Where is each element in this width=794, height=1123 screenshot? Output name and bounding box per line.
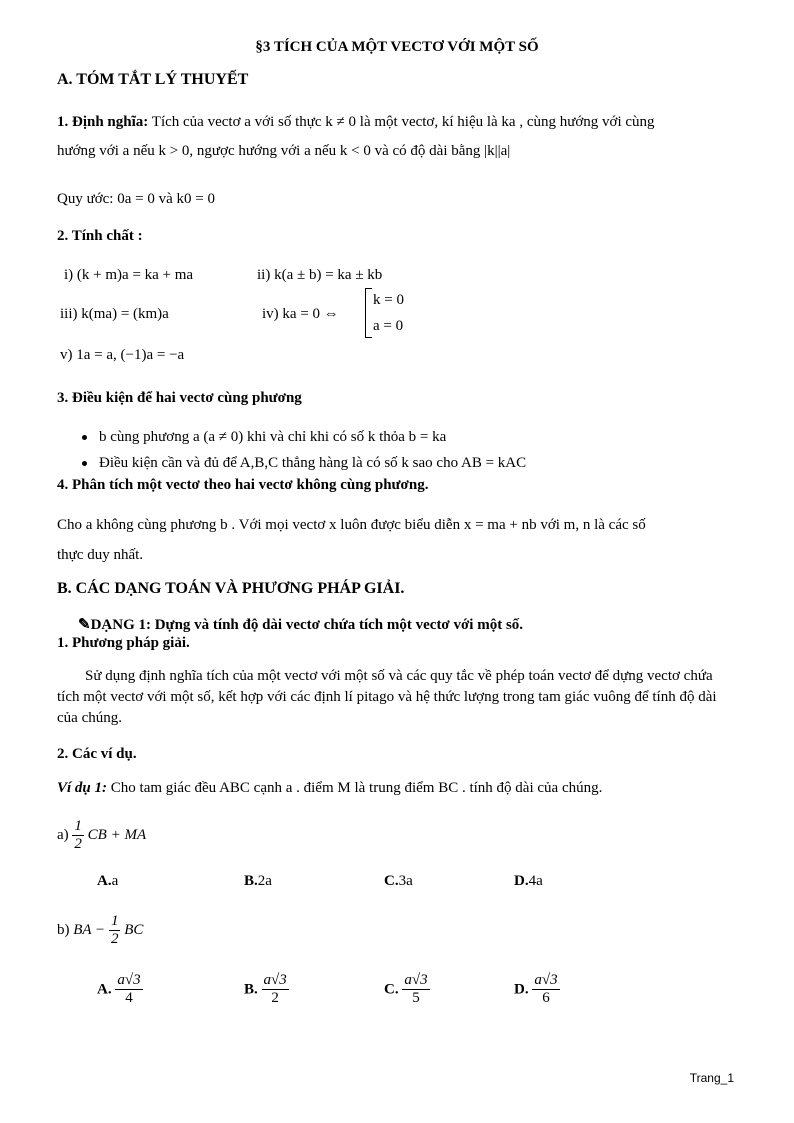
condition-text-2: Điều kiện cần và đủ để A,B,C thẳng hàng là có số k sao cho AB = kAC [99, 455, 527, 471]
method-text: Sử dụng định nghĩa tích của một vectơ với một số và các quy tắc về phép toán vectơ để dựng vectơ chứa tích một vectơ với một số, kết hợp với các định lí pitago và hệ thức lượng trong tam giác vuông để tính độ dài của chúng. [57, 668, 717, 726]
page-title: §3 TÍCH CỦA MỘT VECTƠ VỚI MỘT SỐ [255, 39, 539, 55]
part-a-prefix: a) [57, 827, 69, 843]
property-i: i) (k + m)a = ka + ma [64, 267, 194, 283]
fraction-denominator: 2 [74, 836, 82, 853]
part-a-vectors: CB + MA [87, 827, 147, 843]
example-1 [57, 779, 602, 797]
property-iv: iv) ka = 0 ⇔ [262, 306, 339, 322]
fraction-numerator: a√3 [263, 972, 287, 988]
condition-text-1: b cùng phương a (a ≠ 0) khi và chỉ khi có số k thỏa b = ka [99, 429, 447, 445]
part-b-right: BC [124, 922, 144, 938]
part-b-prefix: b) [57, 922, 70, 938]
option-letter: C. [384, 873, 399, 889]
condition-bullet-1 [57, 428, 446, 446]
examples-heading: 2. Các ví dụ. [57, 746, 137, 762]
bullet-icon [82, 435, 87, 440]
fraction-denominator: 2 [271, 990, 279, 1006]
fraction-numerator: a√3 [117, 972, 141, 988]
decomposition-line-2: thực duy nhất. [57, 547, 144, 563]
properties-heading: 2. Tính chất : [57, 228, 143, 244]
section-a-heading: A. TÓM TẮT LÝ THUYẾT [57, 71, 249, 88]
answer-option-c [384, 972, 430, 1007]
section-b-heading: B. CÁC DẠNG TOÁN VÀ PHƯƠNG PHÁP GIẢI. [57, 580, 405, 597]
option-value: 3a [398, 873, 413, 889]
answer-option-d [514, 873, 543, 890]
fraction-numerator: 1 [74, 818, 82, 835]
option-value: 2a [257, 873, 272, 889]
definition-line-2: hướng với a nếu k > 0, ngược hướng với a nếu k < 0 và có độ dài bằng |k||a| [57, 143, 511, 159]
definition-text-1: Tích của vectơ a với số thực k ≠ 0 là một vectơ, kí hiệu là ka , cùng hướng với cùng [151, 114, 655, 130]
option-letter: A. [97, 981, 116, 998]
fraction-numerator: a√3 [404, 972, 428, 988]
option-fraction [262, 972, 289, 1007]
fraction-denominator: 2 [110, 931, 119, 948]
answer-option-b [244, 972, 289, 1007]
fraction-denominator: 6 [542, 990, 550, 1006]
property-iii: iii) k(ma) = (km)a [60, 306, 169, 322]
page-number: Trang_1 [689, 1071, 734, 1085]
part-b-expression [57, 913, 143, 948]
fraction-denominator: 5 [412, 990, 420, 1006]
option-value: a [111, 873, 119, 889]
option-letter: B. [244, 981, 262, 998]
answer-option-a [97, 972, 143, 1007]
answer-option-d [514, 972, 560, 1007]
property-v: v) 1a = a, (−1)a = −a [60, 347, 185, 363]
property-ii: ii) k(a ± b) = ka ± kb [257, 267, 383, 283]
answer-option-b [244, 873, 272, 890]
fraction-denominator: 4 [125, 990, 133, 1006]
definition-line-1 [57, 113, 655, 131]
option-letter: D. [514, 873, 529, 889]
option-letter: A. [97, 873, 112, 889]
dang-1-heading: ✎DẠNG 1: Dựng và tính độ dài vectơ chứa tích một vectơ với một số. [78, 617, 524, 633]
option-letter: D. [514, 981, 533, 998]
part-a-expression [57, 818, 146, 853]
example-1-label: Ví dụ 1: [57, 780, 108, 796]
answer-option-a [97, 873, 118, 890]
convention: Quy ước: 0a = 0 và k0 = 0 [57, 191, 215, 207]
case-bracket [365, 288, 372, 338]
method-heading: 1. Phương pháp giải. [57, 635, 190, 651]
option-fraction [115, 972, 142, 1007]
part-b-fraction [109, 913, 121, 948]
property-iv-case-2: a = 0 [373, 318, 404, 334]
definition-label: 1. Định nghĩa: [57, 114, 149, 130]
option-fraction [532, 972, 559, 1007]
condition-bullet-2 [57, 454, 526, 472]
example-1-text: Cho tam giác đều ABC cạnh a . điểm M là trung điểm BC . tính độ dài của chúng. [110, 780, 603, 796]
bullet-icon [82, 461, 87, 466]
option-fraction [402, 972, 429, 1007]
condition-heading: 3. Điều kiện để hai vectơ cùng phương [57, 390, 302, 406]
decomposition-line-1: Cho a không cùng phương b . Với mọi vectơ x luôn được biểu diễn x = ma + nb với m, n là các số [57, 517, 646, 533]
option-letter: C. [384, 981, 403, 998]
option-value: 4a [528, 873, 543, 889]
answer-option-c [384, 873, 413, 890]
option-letter: B. [244, 873, 258, 889]
property-iv-case-1: k = 0 [373, 292, 404, 308]
fraction-numerator: a√3 [534, 972, 558, 988]
part-a-fraction [72, 818, 84, 853]
part-b-left: BA − [73, 922, 106, 938]
fraction-numerator: 1 [110, 913, 119, 930]
decomposition-heading: 4. Phân tích một vectơ theo hai vectơ không cùng phương. [57, 477, 429, 493]
